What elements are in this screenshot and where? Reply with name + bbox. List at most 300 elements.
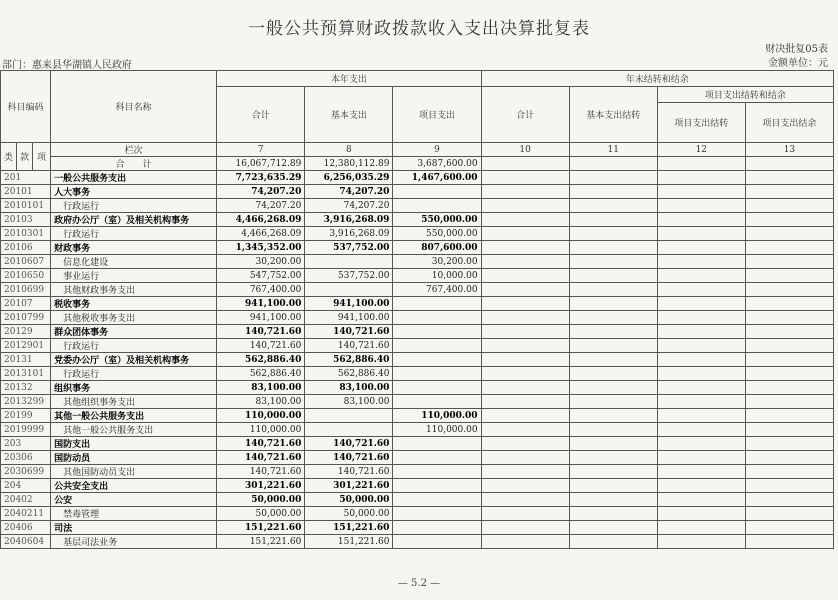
empty-cell — [569, 185, 657, 199]
empty-cell — [745, 339, 833, 353]
empty-cell — [481, 465, 569, 479]
amount-total: 1,345,352.00 — [217, 241, 305, 255]
subject-name: 其他一般公共服务支出 — [51, 409, 217, 423]
table-row — [1, 297, 834, 311]
amount-total: 30,200.00 — [217, 255, 305, 269]
subject-code: 2013101 — [1, 367, 51, 381]
amount-total: 767,400.00 — [217, 283, 305, 297]
amount-total: 4,466,268.09 — [217, 227, 305, 241]
amount-total: 74,207.20 — [217, 199, 305, 213]
subject-code: 203 — [1, 437, 51, 451]
subject-code: 2010699 — [1, 283, 51, 297]
empty-cell — [569, 325, 657, 339]
amount-basic: 140,721.60 — [305, 437, 393, 451]
empty-cell — [481, 353, 569, 367]
amount-basic: 140,721.60 — [305, 451, 393, 465]
amount-project: 767,400.00 — [393, 283, 481, 297]
amount-basic: 3,916,268.09 — [305, 213, 393, 227]
empty-cell — [657, 451, 745, 465]
empty-cell — [745, 213, 833, 227]
amount-project — [393, 353, 481, 367]
table-row — [1, 409, 834, 423]
table-row — [1, 255, 834, 269]
empty-cell — [745, 227, 833, 241]
empty-cell — [481, 367, 569, 381]
empty-cell — [657, 353, 745, 367]
subject-name: 其他税收事务支出 — [51, 311, 217, 325]
subject-name: 行政运行 — [51, 367, 217, 381]
subject-name: 其他国防动员支出 — [51, 465, 217, 479]
amount-unit: 金额单位：元 — [768, 58, 828, 69]
header-subject-name: 科目名称 — [51, 71, 217, 143]
subject-code: 20306 — [1, 451, 51, 465]
header-xiang: 项 — [33, 143, 51, 171]
subject-name: 税收事务 — [51, 297, 217, 311]
empty-cell — [481, 241, 569, 255]
amount-project — [393, 395, 481, 409]
amount-total: 562,886.40 — [217, 367, 305, 381]
empty-cell — [481, 451, 569, 465]
header-column-label: 栏次 — [51, 143, 217, 157]
empty-cell — [569, 367, 657, 381]
empty-cell — [745, 367, 833, 381]
amount-basic — [305, 283, 393, 297]
header-year-end-carryover: 年末结转和结余 — [481, 71, 833, 87]
empty-cell — [481, 311, 569, 325]
amount-basic: 50,000.00 — [305, 493, 393, 507]
empty-cell — [569, 283, 657, 297]
empty-cell — [657, 325, 745, 339]
amount-project: 807,600.00 — [393, 241, 481, 255]
empty-cell — [569, 395, 657, 409]
subject-name: 国防动员 — [51, 451, 217, 465]
amount-project — [393, 521, 481, 535]
header-basic-expenditure: 基本支出 — [305, 87, 393, 143]
subject-code: 20402 — [1, 493, 51, 507]
subject-name: 人大事务 — [51, 185, 217, 199]
empty-cell — [657, 227, 745, 241]
amount-total: 140,721.60 — [217, 339, 305, 353]
header-current-year-expenditure: 本年支出 — [217, 71, 481, 87]
empty-cell — [481, 227, 569, 241]
empty-cell — [569, 493, 657, 507]
amount-total: 110,000.00 — [217, 423, 305, 437]
empty-cell — [657, 423, 745, 437]
header-project-expenditure: 项目支出 — [393, 87, 481, 143]
amount-project: 10,000.00 — [393, 269, 481, 283]
amount-basic: 562,886.40 — [305, 367, 393, 381]
empty-cell — [481, 535, 569, 549]
empty-cell — [657, 213, 745, 227]
empty-cell — [745, 437, 833, 451]
empty-cell — [657, 297, 745, 311]
amount-total: 50,000.00 — [217, 507, 305, 521]
empty-cell — [569, 521, 657, 535]
subject-name: 国防支出 — [51, 437, 217, 451]
header-basic-carryover: 基本支出结转 — [569, 87, 657, 143]
amount-basic: 301,221.60 — [305, 479, 393, 493]
table-row — [1, 367, 834, 381]
header-carryover-total: 合计 — [481, 87, 569, 143]
empty-cell — [745, 283, 833, 297]
subject-code: 20199 — [1, 409, 51, 423]
subject-name: 其他组织事务支出 — [51, 395, 217, 409]
amount-project — [393, 507, 481, 521]
table-row — [1, 283, 834, 297]
empty-cell — [745, 325, 833, 339]
empty-cell — [745, 241, 833, 255]
table-row — [1, 535, 834, 549]
subject-code: 2013299 — [1, 395, 51, 409]
empty-cell — [657, 339, 745, 353]
table-row — [1, 213, 834, 227]
empty-cell — [745, 451, 833, 465]
subject-name: 禁毒管理 — [51, 507, 217, 521]
empty-cell — [481, 493, 569, 507]
empty-cell — [481, 395, 569, 409]
amount-project: 30,200.00 — [393, 255, 481, 269]
empty-cell — [481, 297, 569, 311]
amount-total: 50,000.00 — [217, 493, 305, 507]
subject-code: 2030699 — [1, 465, 51, 479]
empty-cell — [657, 283, 745, 297]
department-name: 部门：惠来县华湖镇人民政府 — [2, 60, 132, 71]
amount-total: 547,752.00 — [217, 269, 305, 283]
subject-code: 20101 — [1, 185, 51, 199]
empty-cell — [657, 535, 745, 549]
subject-name: 组织事务 — [51, 381, 217, 395]
empty-cell — [657, 507, 745, 521]
empty-cell — [657, 185, 745, 199]
amount-project: 110,000.00 — [393, 423, 481, 437]
subject-code: 2010799 — [1, 311, 51, 325]
total-row-basic: 12,380,112.89 — [305, 157, 393, 171]
amount-basic: 537,752.00 — [305, 241, 393, 255]
empty-cell — [657, 367, 745, 381]
subject-name: 其他一般公共服务支出 — [51, 423, 217, 437]
header-project-surplus: 项目支出结余 — [745, 103, 833, 143]
empty-cell — [745, 507, 833, 521]
empty-cell — [481, 269, 569, 283]
amount-total: 562,886.40 — [217, 353, 305, 367]
empty-cell — [481, 423, 569, 437]
header-kuan: 款 — [17, 143, 33, 171]
empty-cell — [481, 339, 569, 353]
empty-cell — [569, 381, 657, 395]
empty-cell — [745, 297, 833, 311]
amount-basic: 941,100.00 — [305, 311, 393, 325]
amount-project — [393, 311, 481, 325]
table-row — [1, 465, 834, 479]
amount-basic: 941,100.00 — [305, 297, 393, 311]
empty-cell — [745, 185, 833, 199]
amount-basic: 151,221.60 — [305, 535, 393, 549]
empty-cell — [745, 353, 833, 367]
table-row — [1, 437, 834, 451]
empty-cell — [569, 465, 657, 479]
empty-cell — [657, 199, 745, 213]
amount-basic: 83,100.00 — [305, 381, 393, 395]
amount-total: 140,721.60 — [217, 465, 305, 479]
subject-code: 20406 — [1, 521, 51, 535]
amount-basic — [305, 409, 393, 423]
subject-name: 一般公共服务支出 — [51, 171, 217, 185]
subject-name: 信息化建设 — [51, 255, 217, 269]
table-body — [1, 171, 834, 549]
table-row — [1, 521, 834, 535]
amount-project — [393, 479, 481, 493]
empty-cell — [569, 479, 657, 493]
empty-cell — [745, 199, 833, 213]
col-num: 11 — [569, 143, 657, 157]
table-row — [1, 395, 834, 409]
amount-basic: 151,221.60 — [305, 521, 393, 535]
empty-cell — [569, 171, 657, 185]
subject-code: 20107 — [1, 297, 51, 311]
empty-cell — [569, 353, 657, 367]
amount-basic: 74,207.20 — [305, 185, 393, 199]
empty-cell — [745, 423, 833, 437]
empty-cell — [657, 269, 745, 283]
amount-project — [393, 381, 481, 395]
form-number: 财决批复05表 — [765, 44, 828, 55]
subject-name: 党委办公厅（室）及相关机构事务 — [51, 353, 217, 367]
total-row-total: 16,067,712.89 — [217, 157, 305, 171]
amount-project: 1,467,600.00 — [393, 171, 481, 185]
empty-cell — [745, 535, 833, 549]
col-num: 10 — [481, 143, 569, 157]
table-row — [1, 353, 834, 367]
subject-code: 2019999 — [1, 423, 51, 437]
table-row — [1, 381, 834, 395]
col-num: 8 — [305, 143, 393, 157]
amount-project — [393, 465, 481, 479]
empty-cell — [745, 311, 833, 325]
amount-project — [393, 339, 481, 353]
table-row — [1, 311, 834, 325]
subject-code: 2010607 — [1, 255, 51, 269]
subject-code: 204 — [1, 479, 51, 493]
empty-cell — [745, 171, 833, 185]
amount-total: 74,207.20 — [217, 185, 305, 199]
col-num: 13 — [745, 143, 833, 157]
amount-project — [393, 493, 481, 507]
empty-cell — [569, 297, 657, 311]
empty-cell — [569, 423, 657, 437]
empty-cell — [569, 269, 657, 283]
table-row — [1, 339, 834, 353]
empty-cell — [657, 409, 745, 423]
empty-cell — [657, 241, 745, 255]
empty-cell — [657, 171, 745, 185]
empty-cell — [745, 479, 833, 493]
empty-cell — [569, 311, 657, 325]
empty-cell — [657, 493, 745, 507]
amount-total: 110,000.00 — [217, 409, 305, 423]
empty-cell — [657, 395, 745, 409]
amount-project — [393, 451, 481, 465]
subject-code: 2010101 — [1, 199, 51, 213]
empty-cell — [481, 479, 569, 493]
amount-total: 83,100.00 — [217, 381, 305, 395]
amount-project — [393, 325, 481, 339]
table-row — [1, 241, 834, 255]
subject-name: 事业运行 — [51, 269, 217, 283]
empty-cell — [569, 213, 657, 227]
header-subject-code: 科目编码 — [1, 71, 51, 143]
empty-cell — [569, 437, 657, 451]
col-num: 9 — [393, 143, 481, 157]
header-total: 合计 — [217, 87, 305, 143]
empty-cell — [569, 227, 657, 241]
empty-cell — [569, 409, 657, 423]
header-project-carryover-group: 项目支出结转和结余 — [657, 87, 833, 103]
empty-cell — [481, 437, 569, 451]
report-title: 一般公共预算财政拨款收入支出决算批复表 — [248, 19, 590, 39]
empty-cell — [569, 255, 657, 269]
amount-basic: 140,721.60 — [305, 325, 393, 339]
empty-cell — [745, 381, 833, 395]
total-row-label: 合 计 — [51, 157, 217, 171]
amount-basic: 537,752.00 — [305, 269, 393, 283]
amount-total: 301,221.60 — [217, 479, 305, 493]
empty-cell — [481, 409, 569, 423]
table-row — [1, 199, 834, 213]
empty-cell — [657, 311, 745, 325]
amount-project — [393, 535, 481, 549]
amount-project — [393, 185, 481, 199]
empty-cell — [657, 437, 745, 451]
subject-code: 2040211 — [1, 507, 51, 521]
subject-code: 20103 — [1, 213, 51, 227]
subject-code: 2012901 — [1, 339, 51, 353]
empty-cell — [481, 325, 569, 339]
table-row — [1, 423, 834, 437]
subject-code: 20132 — [1, 381, 51, 395]
amount-total: 4,466,268.09 — [217, 213, 305, 227]
amount-project: 550,000.00 — [393, 213, 481, 227]
subject-name: 财政事务 — [51, 241, 217, 255]
subject-code: 2010650 — [1, 269, 51, 283]
amount-total: 941,100.00 — [217, 297, 305, 311]
empty-cell — [745, 409, 833, 423]
empty-cell — [745, 255, 833, 269]
empty-cell — [481, 283, 569, 297]
amount-basic: 562,886.40 — [305, 353, 393, 367]
subject-name: 司法 — [51, 521, 217, 535]
empty-cell — [657, 255, 745, 269]
amount-total: 83,100.00 — [217, 395, 305, 409]
empty-cell — [657, 521, 745, 535]
page-number: — 5.2 — — [397, 578, 441, 589]
table-row — [1, 507, 834, 521]
table-row — [1, 479, 834, 493]
table-row — [1, 227, 834, 241]
amount-project: 550,000.00 — [393, 227, 481, 241]
amount-project: 110,000.00 — [393, 409, 481, 423]
budget-table — [0, 70, 834, 549]
subject-code: 201 — [1, 171, 51, 185]
amount-project — [393, 437, 481, 451]
amount-basic: 74,207.20 — [305, 199, 393, 213]
table-row — [1, 171, 834, 185]
empty-cell — [481, 521, 569, 535]
empty-cell — [481, 255, 569, 269]
table-row — [1, 185, 834, 199]
header-lei: 类 — [1, 143, 17, 171]
subject-code: 2010301 — [1, 227, 51, 241]
empty-cell — [569, 507, 657, 521]
empty-cell — [481, 213, 569, 227]
subject-name: 基层司法业务 — [51, 535, 217, 549]
amount-basic — [305, 423, 393, 437]
empty-cell — [745, 395, 833, 409]
subject-name: 公安 — [51, 493, 217, 507]
amount-basic: 83,100.00 — [305, 395, 393, 409]
subject-name: 行政运行 — [51, 227, 217, 241]
amount-total: 140,721.60 — [217, 437, 305, 451]
col-num: 7 — [217, 143, 305, 157]
total-row-project: 3,687,600.00 — [393, 157, 481, 171]
table-row — [1, 451, 834, 465]
amount-total: 140,721.60 — [217, 325, 305, 339]
amount-project — [393, 199, 481, 213]
subject-name: 行政运行 — [51, 339, 217, 353]
table-row — [1, 269, 834, 283]
subject-code: 20129 — [1, 325, 51, 339]
subject-code: 20106 — [1, 241, 51, 255]
empty-cell — [657, 465, 745, 479]
col-num: 12 — [657, 143, 745, 157]
empty-cell — [569, 535, 657, 549]
empty-cell — [481, 171, 569, 185]
amount-project — [393, 367, 481, 381]
amount-basic: 140,721.60 — [305, 465, 393, 479]
empty-cell — [569, 199, 657, 213]
amount-total: 140,721.60 — [217, 451, 305, 465]
amount-basic: 50,000.00 — [305, 507, 393, 521]
empty-cell — [657, 381, 745, 395]
amount-total: 151,221.60 — [217, 535, 305, 549]
empty-cell — [481, 507, 569, 521]
table-row — [1, 493, 834, 507]
empty-cell — [745, 521, 833, 535]
amount-total: 941,100.00 — [217, 311, 305, 325]
amount-total: 7,723,635.29 — [217, 171, 305, 185]
subject-code: 2040604 — [1, 535, 51, 549]
header-project-carryover: 项目支出结转 — [657, 103, 745, 143]
amount-basic — [305, 255, 393, 269]
amount-basic: 3,916,268.09 — [305, 227, 393, 241]
amount-project — [393, 297, 481, 311]
empty-cell — [569, 339, 657, 353]
table-row — [1, 325, 834, 339]
empty-cell — [745, 269, 833, 283]
empty-cell — [657, 479, 745, 493]
subject-name: 其他财政事务支出 — [51, 283, 217, 297]
subject-name: 政府办公厅（室）及相关机构事务 — [51, 213, 217, 227]
subject-name: 行政运行 — [51, 199, 217, 213]
amount-total: 151,221.60 — [217, 521, 305, 535]
empty-cell — [481, 185, 569, 199]
empty-cell — [745, 493, 833, 507]
amount-basic: 140,721.60 — [305, 339, 393, 353]
subject-name: 公共安全支出 — [51, 479, 217, 493]
subject-name: 群众团体事务 — [51, 325, 217, 339]
amount-basic: 6,256,035.29 — [305, 171, 393, 185]
empty-cell — [481, 199, 569, 213]
empty-cell — [481, 381, 569, 395]
